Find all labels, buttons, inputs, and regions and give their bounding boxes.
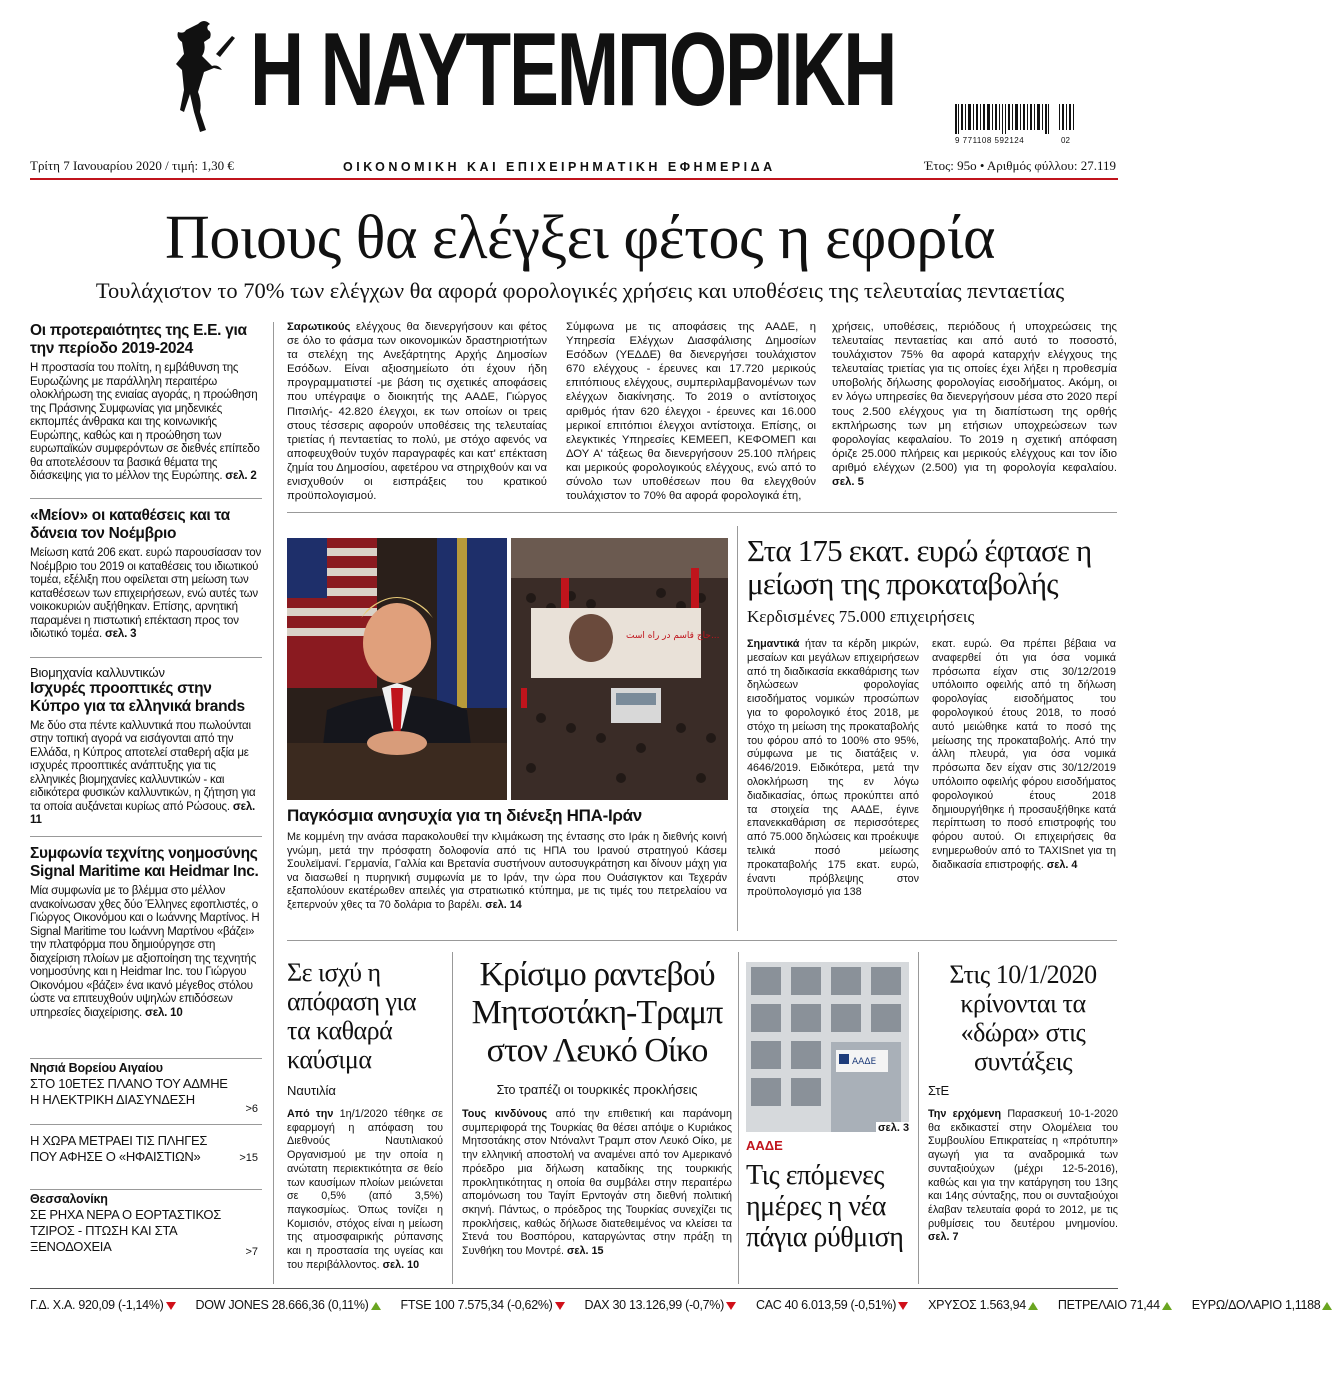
column-divider <box>273 322 274 1284</box>
hermes-logo <box>170 14 240 154</box>
sidebar <box>30 322 262 1055</box>
teaser-title: Η ΧΩΡΑ ΜΕΤΡΑΕΙ ΤΙΣ ΠΛΗΓΕΣ ΠΟΥ ΑΦΗΣΕ Ο «ΗΦΑΙΣΤΙΩΝ» <box>30 1133 208 1164</box>
newspaper-title: Η ΝΑΥΤΕΜΠΟΡΙΚΗ <box>250 12 896 128</box>
sidebar-story-body: Μείωση κατά 206 εκατ. ευρώ παρουσίασαν τον Νοέμβριο του 2019 οι καταθέσεις του ιδιωτικού τομέα, εξέλιξη που οφείλεται στη μείωση των καταθέσεων των επιχειρήσεων, ενώ αυτές των νοικοκυριών αυξήθηκαν. Επίσης, αρνητική παραμένει η πιστωτική επέκταση προς τον ιδιωτικό τομέα. σελ. 3 <box>30 547 262 640</box>
divider <box>30 498 262 499</box>
sidebar-story-title: «Μείον» οι καταθέσεις και τα δάνεια τον Νοέμβριο <box>30 507 230 542</box>
ticker-value: 28.666,36 (0,11%) <box>271 1298 369 1312</box>
up-arrow-icon <box>371 1302 381 1310</box>
lead-body-col1: Σαρωτικούς ελέγχους θα διενεργήσουν και φέτος σε όλο το φάσμα των οικονομικών δραστηριοτήτων τα στελέχη της Ανεξάρτητης Αρχής Δημοσίων Εσόδων. Είναι αξιοσημείωτο ότι έχουν ήδη προγραμματιστεί -με βάση τις σχετικές αποφάσεις που υπέγραψε ο διοικητής της ΑΑΔΕ, Γιώργος Πιτσιλής- 42.820 έλεγχοι, εκ των οποίων οι τρεις στους τέσσερις αφορούν υποθέσεις της τελευταίας τριετίας ή πενταετίας το πολύ, με στόχο αφενός να αποφευχθούν τυχόν παραγραφές και κατ' επέκταση ζημία του Δημοσίου, αφετέρου να στηριχθούν και να ενισχυθούν οι εισπράξεις του κρατικού προϋπολογισμού. <box>287 321 547 503</box>
ticker-item <box>756 1298 908 1320</box>
ticker-value: 71,44 <box>1129 1298 1160 1312</box>
teaser-page: >15 <box>239 1152 258 1164</box>
prokataboli-col2: εκατ. ευρώ. Θα πρέπει βέβαια να αναφερθεί ότι για όσα νομικά πρόσωπα είχαν στις 30/12/2019 υπόλοιπο οφειλής από τη δήλωση φορολογίας εισοδήματος του φορολογικού έτους 2018, το ποσό αυτό μειώθηκε κατά το ποσό της μείωσης της προκαταβολής. Από την άλλη πλευρά, για όσα νομικά πρόσωπα δεν είχαν στις 30/12/2019 υπόλοιπο οφειλής φόρου εισοδήματος φορολογικού έτους 2018 δημιουργήθηκε ή προσαυξήθηκε κατά περίπτωση το ποσό επιστροφής του φόρου αυτού. Οι επιχειρήσεις θα ενημερωθούν από το TAXISnet για τη διαδικασία επιστροφής. σελ. 4 <box>932 638 1116 871</box>
ticker-item <box>196 1298 381 1320</box>
down-arrow-icon <box>166 1302 176 1310</box>
sidebar-story <box>30 322 262 498</box>
teaser-title: ΣΕ ΡΗΧΑ ΝΕΡΑ Ο ΕΟΡΤΑΣΤΙΚΟΣ ΤΖΙΡΟΣ - ΠΤΩΣΗ ΚΑΙ ΣΤΑ ΞΕΝΟΔΟΧΕΙΑ <box>30 1206 221 1254</box>
ticker-label: ΕΥΡΩ/ΔΟΛΑΡΙΟ <box>1191 1298 1285 1312</box>
up-arrow-icon <box>1028 1302 1038 1310</box>
ticker-item <box>1192 1298 1332 1320</box>
ticker-value: 6.013,59 (-0,51%) <box>801 1298 897 1312</box>
teaser-page: >6 <box>245 1103 258 1115</box>
sidebar-story-body: Μία συμφωνία με το βλέμμα στο μέλλον ανακοίνωσαν χθες δύο Έλληνες εφοπλιστές, ο Γιώργος Οικονόμου και ο Ιωάννης Μαρτίνος. Η Signal Maritime του Ιωάννη Μαρτίνου «βάζει» την πλατφόρμα που δημιούργησε στη διαχείριση πλοίων με αξιοποίηση της τεχνητής νοημοσύνης και η Heidmar Inc. του Γιώργου Οικονόμου «βάζει» ένα ικανό μέγεθος στόλου ώστε να επιτευχθούν υψηλών επιδόσεων υπηρεσίες διαχείρισης. σελ. 10 <box>30 885 260 1019</box>
down-arrow-icon <box>726 1302 736 1310</box>
lead-body-col2: Σύμφωνα με τις αποφάσεις της ΑΑΔΕ, η Υπηρεσία Ελέγχων Διασφάλισης Δημοσίων Εσόδων (ΥΕΔΔΕ) θα διενεργήσει τουλάχιστον 670 ελέγχους - έρευνες και 17.720 μερικούς επιτόπιους ελέγχους, συμπεριλαμβανομένων των ελέγχων διακίνησης. Το 2019 ο αντίστοιχος αριθμός ήταν 620 έλεγχοι - έρευνες και 16.000 μερικοί επιτόπιοι έλεγχοι αντίστοιχα. Επίσης, οι ελεγκτικές Υπηρεσίες ΚΕΜΕΕΠ, ΚΕΦΟΜΕΠ και ΔΟΥ Α' τάξεως θα διενεργήσουν 25.100 πλήρεις και μερικούς φορολογικούς ελέγχους, ενώ από το σύνολο των υποθέσεων που θα ελεγχθούν τουλάχιστον το 70% θα αφορά φορολογικά έτη, <box>566 321 816 503</box>
prokataboli-col1: Σημαντικά ήταν τα κέρδη μικρών, μεσαίων και μεγάλων επιχειρήσεων από τη διαδικασία εκκαθάρισης των δηλώσεων φορολογίας εισοδήματος νομικών προσώπων για το φορολογικό έτος 2018, με στόχο τη μείωση της προκαταβολής του φόρου από το 100% στο 95%, σύμφωνα με τις διατάξεις ν. 4646/2019. Ειδικότερα, μετά την ολοκλήρωση της εν λόγω διαδικασίας, όπως προκύπτει από τα στοιχεία της ΑΑΔΕ, έγινε επανεκκαθάριση σε περισσότερες από 75.000 δηλώσεις και προέκυψε τελικά ποσό μείωσης προκαταβολής 175 εκατ. ευρώ, έναντι πρόβλεψης στον προϋπολογισμό για 138 <box>747 638 919 899</box>
divider <box>287 940 1117 941</box>
teaser-page: >7 <box>245 1246 258 1258</box>
doro-title: Στις 10/1/2020 κρίνονται τα «δώρα» στις συντάξεις <box>949 960 1097 1076</box>
kausima-body: Από την 1η/1/2020 τέθηκε σε εφαρμογή η απόφαση του Διεθνούς Ναυτιλιακού Οργανισμού με την οποία η ανώτατη περιεκτικότητα σε θείο των καυσίμων πλοίων μειώνεται σε 0,5% (από 3,5%) παγκοσμίως. Όπως τονίζει η Κομισιόν, στόχος είναι η μείωση της ατμοσφαιρικής ρύπανσης και η προστασία της υγείας και του περιβάλλοντος. σελ. 10 <box>287 1108 443 1271</box>
ticker-item <box>30 1298 176 1320</box>
down-arrow-icon <box>555 1302 565 1310</box>
prokataboli-title: Στα 175 εκατ. ευρώ έφτασε η μείωση της προκαταβολής <box>747 533 1092 601</box>
aade-sign-text: ΑΑΔΕ <box>852 1057 877 1067</box>
lead-subhead: Τουλάχιστον το 70% των ελέγχων θα αφορά φορολογικές χρήσεις και υποθέσεις της τελευταίας πενταετίας <box>95 278 1065 303</box>
ticker-value: 1,1188 <box>1284 1298 1321 1312</box>
sidebar-story <box>30 666 262 836</box>
doro-subtitle: ΣτΕ <box>928 1083 950 1098</box>
ticker-label: DOW JONES <box>195 1298 272 1312</box>
ticker-label: DAX 30 <box>584 1298 629 1312</box>
sidebar-story <box>30 845 262 1055</box>
doro-body: Την ερχόμενη Παρασκευή 10-1-2020 θα εκδικαστεί στην Ολομέλεια του Συμβουλίου Επικρατείας η «πρότυπη» αγωγή για τα αναδρομικά των συνταξιούχων (μέχρι 12-5-2016), καθώς και για την κατάργηση του 13ης και 14ης σύνταξης, που οι συνταξιούχοι έλαβαν τελευταία φορά το 2012, με τις ρυθμίσεις του δευτέρου μνημονίου. σελ. 7 <box>928 1108 1118 1244</box>
kausima-subtitle: Ναυτιλία <box>287 1083 336 1098</box>
teaser[interactable] <box>30 1125 262 1189</box>
teasers <box>30 1058 262 1267</box>
teaser-kicker: Νησιά Βορείου Αιγαίου <box>30 1061 163 1075</box>
lead-body-col3: χρήσεις, υποθέσεις, περιόδους ή υποχρεώσεις της τελευταίας πενταετίας και από αυτό το ποσοστό, τουλάχιστον 75% θα αφορά καταρχήν ελέγχους της τελευταίας τριετίας για τις οποίες έχει λήξει η προθεσμία υποβολής δήλωσης φορολογίας εισοδήματος. Ακόμη, οι εν λόγω υπηρεσίες θα διενεργήσουν μέσα στο 2020 περί τους 2.500 ελέγχους για τη διαπίστωση της ορθής εκπλήρωσης των μη ετήσιων υποχρεώσεων των φορολογίας κεφαλαίου. Το 2019 η σχετική απόφαση όριζε 25.000 πλήρεις και μερικούς ελέγχους και τον ίδιο αριθμό ελέγχων (2.500) για τη φορολογία κεφαλαίου. σελ. 5 <box>832 321 1117 489</box>
ticker-rule <box>30 1288 1118 1289</box>
ticker-label: ΠΕΤΡΕΛΑΙΟ <box>1057 1298 1130 1312</box>
lead-headline: Ποιους θα ελέγξει φέτος η εφορία <box>165 204 995 272</box>
teaser-kicker: Θεσσαλονίκη <box>30 1192 108 1206</box>
ticker-value: 7.575,34 (-0,62%) <box>457 1298 553 1312</box>
down-arrow-icon <box>898 1302 908 1310</box>
column-divider <box>738 952 739 1284</box>
iran-body: Με κομμένη την ανάσα παρακολουθεί την κλιμάκωση της έντασης στο Ιράκ η διεθνής κοινή γνώμη, μετά την πρόσφατη δολοφονία από τις ΗΠΑ του Ιρανού στρατηγού Κάσεμ Σουλεϊμανί. Γερμανία, Γαλλία και Βρετανία συστήνουν αυτοσυγκράτηση και δίνουν μάχη για να διασωθεί η πυρηνική συμφωνία με το Ιράν, την ώρα που Ουάσιγκτον και Τεχεράν εξαπολύουν εκατέρωθεν απειλές για στρατιωτικό κτύπημα, με τις τιμές του πετρελαίου να ξεπερνούν χθες τα 70 δολάρια το βαρέλι. σελ. 14 <box>287 831 727 911</box>
barcode-number: 9 771108 592124 <box>955 136 1025 145</box>
iran-title: Παγκόσμια ανησυχία για τη διένεξη ΗΠΑ-Ιράν <box>287 806 642 825</box>
sidebar-story-body: Η προστασία του πολίτη, η εμβάθυνση της Ευρωζώνης με παράλληλη περαιτέρω ολοκλήρωση της ενιαίας αγοράς, η προώθηση της Πράσινης Συμφωνίας για μηδενικές εκπομπές άνθρακα και της κοινωνικής Ευρώπης, καθώς και η προώθηση των ευρωπαϊκών συμφερόντων σε διεθνές επίπεδο θα αποτελέσουν τα βασικά θέματα της διάσκεψης για το μέλλον της Ευρώπης. σελ. 2 <box>30 362 260 482</box>
prokataboli-subtitle: Κερδισμένες 75.000 επιχειρήσεις <box>747 607 975 626</box>
teaser-title: ΣΤΟ 10ΕΤΕΣ ΠΛΑΝΟ ΤΟΥ ΑΔΜΗΕ Η ΗΛΕΚΤΡΙΚΗ ΔΙΑΣΥΝΔΕΣΗ <box>30 1075 228 1107</box>
market-ticker <box>30 1298 1321 1320</box>
ticker-label: ΧΡΥΣΟΣ <box>928 1298 980 1312</box>
banner-text: حاج قاسم در راه است... <box>626 631 720 641</box>
ticker-value: 920,09 (-1,14%) <box>78 1298 164 1312</box>
ticker-label: FTSE 100 <box>400 1298 458 1312</box>
aade-title: Τις επόμενες ημέρες η νέα πάγια ρύθμιση <box>746 1160 904 1253</box>
ticker-value: 13.126,99 (-0,7%) <box>629 1298 724 1312</box>
ticker-label: CAC 40 <box>755 1298 802 1312</box>
up-arrow-icon <box>1162 1302 1172 1310</box>
column-divider <box>452 952 453 1284</box>
masthead-rule <box>30 178 1118 180</box>
teaser[interactable] <box>30 1190 262 1267</box>
tagline: ΟΙΚΟΝΟΜΙΚΗ ΚΑΙ ΕΠΙΧΕΙΡΗΜΑΤΙΚΗ ΕΦΗΜΕΡΙΔΑ <box>343 160 776 174</box>
aade-building-photo <box>746 962 909 1132</box>
ticker-item <box>401 1298 565 1320</box>
trump-meeting-subtitle: Στο τραπέζι οι τουρκικές προκλήσεις <box>496 1083 698 1097</box>
column-divider <box>918 952 919 1284</box>
barcode <box>955 104 1085 146</box>
ticker-item <box>1058 1298 1172 1320</box>
kausima-title: Σε ισχύ η απόφαση για τα καθαρά καύσιμα <box>287 958 417 1074</box>
ticker-label: Γ.Δ. Χ.Α. <box>30 1298 79 1312</box>
ticker-item <box>928 1298 1038 1320</box>
trump-meeting-body: Τους κινδύνους από την επιθετική και παράνομη συμπεριφορά της Τουρκίας θα θέσει απόψε ο Κυριάκος Μητσοτάκης στον Ντόναλντ Τραμπ στον Λευκό Οίκο, με την ελληνική αποστολή να αναμένει από τον Αμερικανό πρόεδρο μια δήλωση καταδίκης της τουρκικής προκλητικότητας η οποία θα συμβάλει στην περαιτέρω απομόνωση του Ταγίπ Ερντογάν στη διεθνή πολιτική σκηνή. Πάντως, ο πρόεδρος της Τουρκίας συνεχίζει τις προκλήσεις, καθώς δήλωσε διατεθειμένος να κλείσει τα Στενά του Βοσπόρου, καταργώντας στην πράξη τη Συνθήκη του Μοντρέ. σελ. 15 <box>462 1108 732 1258</box>
trump-photo <box>287 538 507 800</box>
iran-crowd-photo <box>511 538 728 800</box>
column-divider <box>737 526 738 931</box>
sidebar-story-title: Οι προτεραιότητες της Ε.Ε. για την περίοδο 2019-2024 <box>30 322 247 357</box>
divider <box>30 657 262 658</box>
sidebar-story-kicker: Βιομηχανία καλλυντικών <box>30 665 165 680</box>
sidebar-story <box>30 507 262 657</box>
divider <box>30 836 262 837</box>
sidebar-story-title: Ισχυρές προοπτικές στην Κύπρο για τα ελληνικά brands <box>30 679 245 715</box>
ticker-value: 1.563,94 <box>979 1298 1026 1312</box>
issue-info: Έτος: 95ο • Αριθμός φύλλου: 27.119 <box>924 158 1116 173</box>
ticker-item <box>585 1298 736 1320</box>
divider <box>287 512 1117 513</box>
aade-photo-sel: σελ. 3 <box>878 1122 910 1134</box>
date-price: Τρίτη 7 Ιανουαρίου 2020 / τιμή: 1,30 € <box>30 158 234 173</box>
teaser[interactable] <box>30 1059 262 1124</box>
aade-kicker: ΑΑΔΕ <box>746 1138 783 1153</box>
up-arrow-icon <box>1322 1302 1332 1310</box>
sidebar-story-body: Με δύο στα πέντε καλλυντικά που πωλούνται στην τοπική αγορά να εισάγονται από την Ελλάδα, η Κύπρος αποτελεί σταθερή αξία με ισχυρές προοπτικές ανάπτυξης για τις ελληνικές βιομηχανίες καλλυντικών - και ειδικότερα φυσικών καλλυντικών, η ζήτηση για τα οποία αυξάνεται κυρίως από Ρώσους. σελ. 11 <box>30 719 256 826</box>
barcode-suffix: 02 <box>1061 136 1070 145</box>
sidebar-story-title: Συμφωνία τεχνίτης νοημοσύνης Signal Maritime και Heidmar Inc. <box>30 845 259 880</box>
trump-meeting-title: Κρίσιμο ραντεβού Μητσοτάκη-Τραμπ στον Λευκό Οίκο <box>471 956 723 1069</box>
